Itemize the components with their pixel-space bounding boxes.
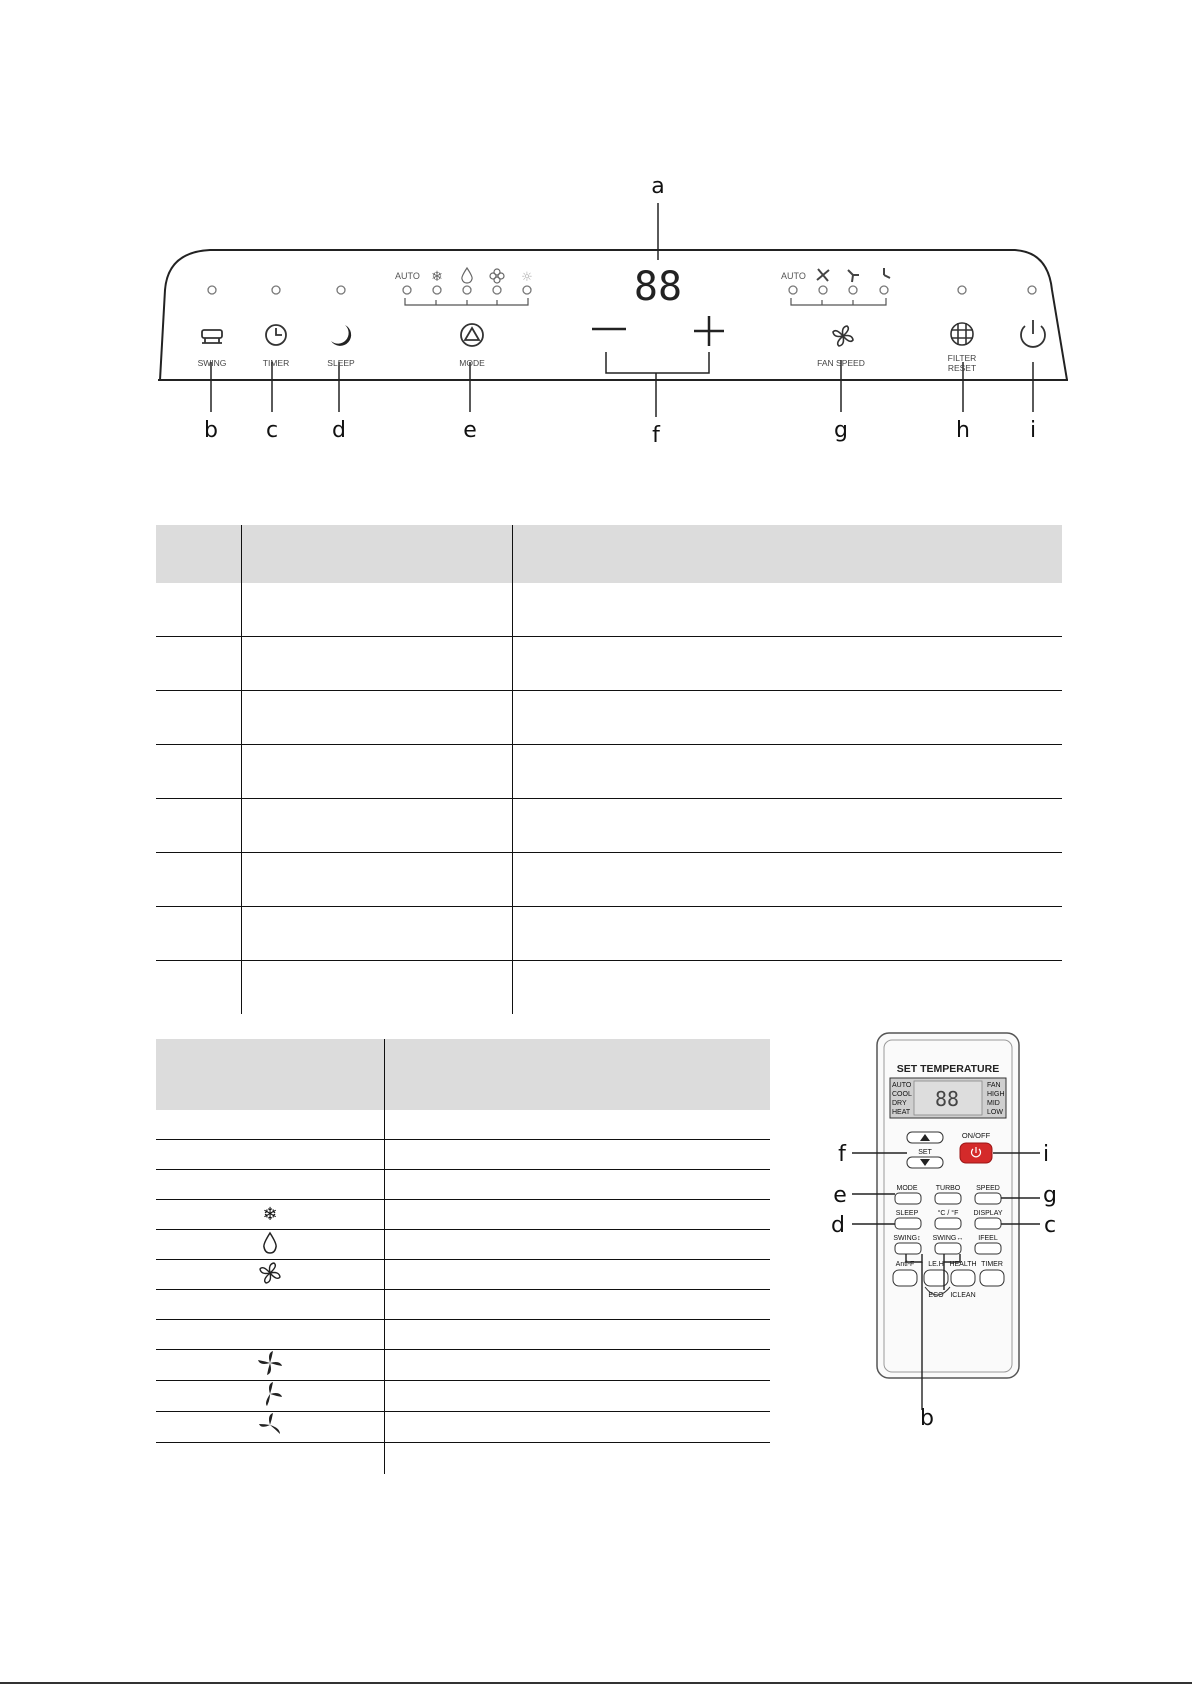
fan-row-icon <box>258 1261 282 1285</box>
swingv-btn-label: SWING↕ <box>893 1235 921 1242</box>
page-bottom-rule <box>0 1682 1192 1684</box>
mode-label: MODE <box>459 358 485 368</box>
mode-heat-led <box>523 286 531 294</box>
function-table <box>156 525 1062 1014</box>
remote-health-button <box>951 1270 975 1286</box>
remote-title: SET TEMPERATURE <box>896 1063 1000 1075</box>
swing-label: SWING <box>197 358 227 368</box>
timer-led <box>272 286 280 294</box>
lcd-dry: DRY <box>892 1100 907 1107</box>
reset-label: RESET <box>947 363 977 373</box>
callout-b: b <box>204 418 218 443</box>
mode-cool-led <box>433 286 441 294</box>
fan-high-led <box>819 286 827 294</box>
remote-control-diagram <box>820 1025 1100 1445</box>
swingh-btn-label: SWING↔ <box>932 1235 964 1242</box>
remote-swingh-button <box>935 1243 961 1254</box>
fan-speed-icon <box>833 326 853 346</box>
speed-btn-label: SPEED <box>976 1185 1000 1192</box>
fan-high-panel-icon <box>817 269 829 281</box>
filter-grid-icon <box>951 323 973 345</box>
drop-row-icon <box>261 1231 279 1255</box>
remote-antif-button <box>893 1270 917 1286</box>
remote-callout-d: d <box>831 1213 845 1238</box>
fan-mid-led <box>849 286 857 294</box>
fan-low-panel-icon <box>884 268 890 278</box>
remote-callout-i: i <box>1042 1142 1050 1167</box>
control-panel-diagram <box>0 0 1192 470</box>
fan-low-row-icon <box>256 1412 284 1438</box>
remote-timer-button <box>980 1270 1004 1286</box>
filter-led <box>958 286 966 294</box>
callout-h: h <box>956 418 970 443</box>
lcd-heat: HEAT <box>892 1109 911 1116</box>
snowflake-row-icon: ❄ <box>262 1204 278 1225</box>
sleep-btn-label: SLEEP <box>895 1210 919 1217</box>
remote-callout-f: f <box>838 1142 846 1167</box>
display-btn-label: DISPLAY <box>973 1210 1003 1217</box>
drop-icon <box>462 268 472 283</box>
turbo-btn-label: TURBO <box>935 1185 961 1192</box>
lcd-low: LOW <box>987 1109 1003 1116</box>
fan-auto-label: AUTO <box>781 271 806 281</box>
sleep-led <box>337 286 345 294</box>
remote-callout-b: b <box>920 1406 934 1431</box>
callout-i: i <box>1029 418 1037 443</box>
power-led <box>1028 286 1036 294</box>
temperature-display: 88 <box>633 264 683 310</box>
sleep-moon-icon <box>331 325 351 346</box>
callout-d: d <box>332 418 346 443</box>
antif-btn-label: Anti-F <box>895 1261 915 1268</box>
leh-btn-label: LE.H <box>928 1261 944 1268</box>
callout-f: f <box>652 423 660 448</box>
lcd-cool: COOL <box>892 1091 912 1098</box>
svg-text:88: 88 <box>934 1087 960 1111</box>
mode-fan-led <box>493 286 501 294</box>
remote-callout-g: g <box>1043 1183 1057 1208</box>
onoff-label: ON/OFF <box>961 1131 991 1140</box>
unit-btn-label: °C / °F <box>937 1210 959 1217</box>
remote-turbo-button <box>935 1193 961 1204</box>
mode-auto-led <box>403 286 411 294</box>
remote-sleep-button <box>895 1218 921 1229</box>
fan-speed-label: FAN SPEED <box>817 358 865 368</box>
timer-icon <box>266 325 286 345</box>
set-label: SET <box>918 1149 932 1156</box>
timer-label: TIMER <box>262 358 290 368</box>
plus-icon <box>694 316 724 346</box>
ifeel-btn-label: IFEEL <box>978 1235 998 1242</box>
callout-c: c <box>265 418 279 443</box>
lcd-high: HIGH <box>987 1091 1005 1098</box>
iclean-btn-label: ICLEAN <box>950 1292 976 1299</box>
power-icon <box>1021 320 1045 347</box>
mode-btn-label: MODE <box>896 1185 918 1192</box>
fan-mid-row-icon <box>256 1381 284 1407</box>
health-btn-label: HEALTH <box>949 1261 977 1268</box>
eco-btn-label: ECO <box>928 1292 944 1299</box>
callout-a: a <box>651 174 665 199</box>
remote-swingv-button <box>895 1243 921 1254</box>
snowflake-icon: ❄ <box>431 269 443 285</box>
lcd-mid: MID <box>987 1100 1000 1107</box>
panel-outline <box>160 250 1067 380</box>
mode-dry-led <box>463 286 471 294</box>
mode-auto-label: AUTO <box>395 271 420 281</box>
fan-mode-icon <box>490 269 504 283</box>
indicator-table <box>156 1039 770 1474</box>
swing-led <box>208 286 216 294</box>
remote-callout-e: e <box>833 1183 847 1208</box>
remote-callout-c: c <box>1043 1213 1057 1238</box>
remote-display-button <box>975 1218 1001 1229</box>
fan-high-row-icon <box>256 1350 284 1376</box>
sun-icon: ☼ <box>521 270 533 285</box>
callout-e: e <box>463 418 477 443</box>
callout-g: g <box>834 418 848 443</box>
remote-speed-button <box>975 1193 1001 1204</box>
remote-ifeel-button <box>975 1243 1001 1254</box>
fan-auto-led <box>789 286 797 294</box>
lcd-fan: FAN <box>987 1082 1001 1089</box>
remote-unit-button <box>935 1218 961 1229</box>
fan-low-led <box>880 286 888 294</box>
swing-icon <box>202 330 222 343</box>
sleep-label: SLEEP <box>327 358 355 368</box>
timer-btn-label: TIMER <box>981 1261 1003 1268</box>
lcd-auto: AUTO <box>892 1082 912 1089</box>
filter-label: FILTER <box>947 353 977 363</box>
remote-mode-button <box>895 1193 921 1204</box>
fan-mid-panel-icon <box>848 270 859 282</box>
mode-icon <box>461 324 483 346</box>
